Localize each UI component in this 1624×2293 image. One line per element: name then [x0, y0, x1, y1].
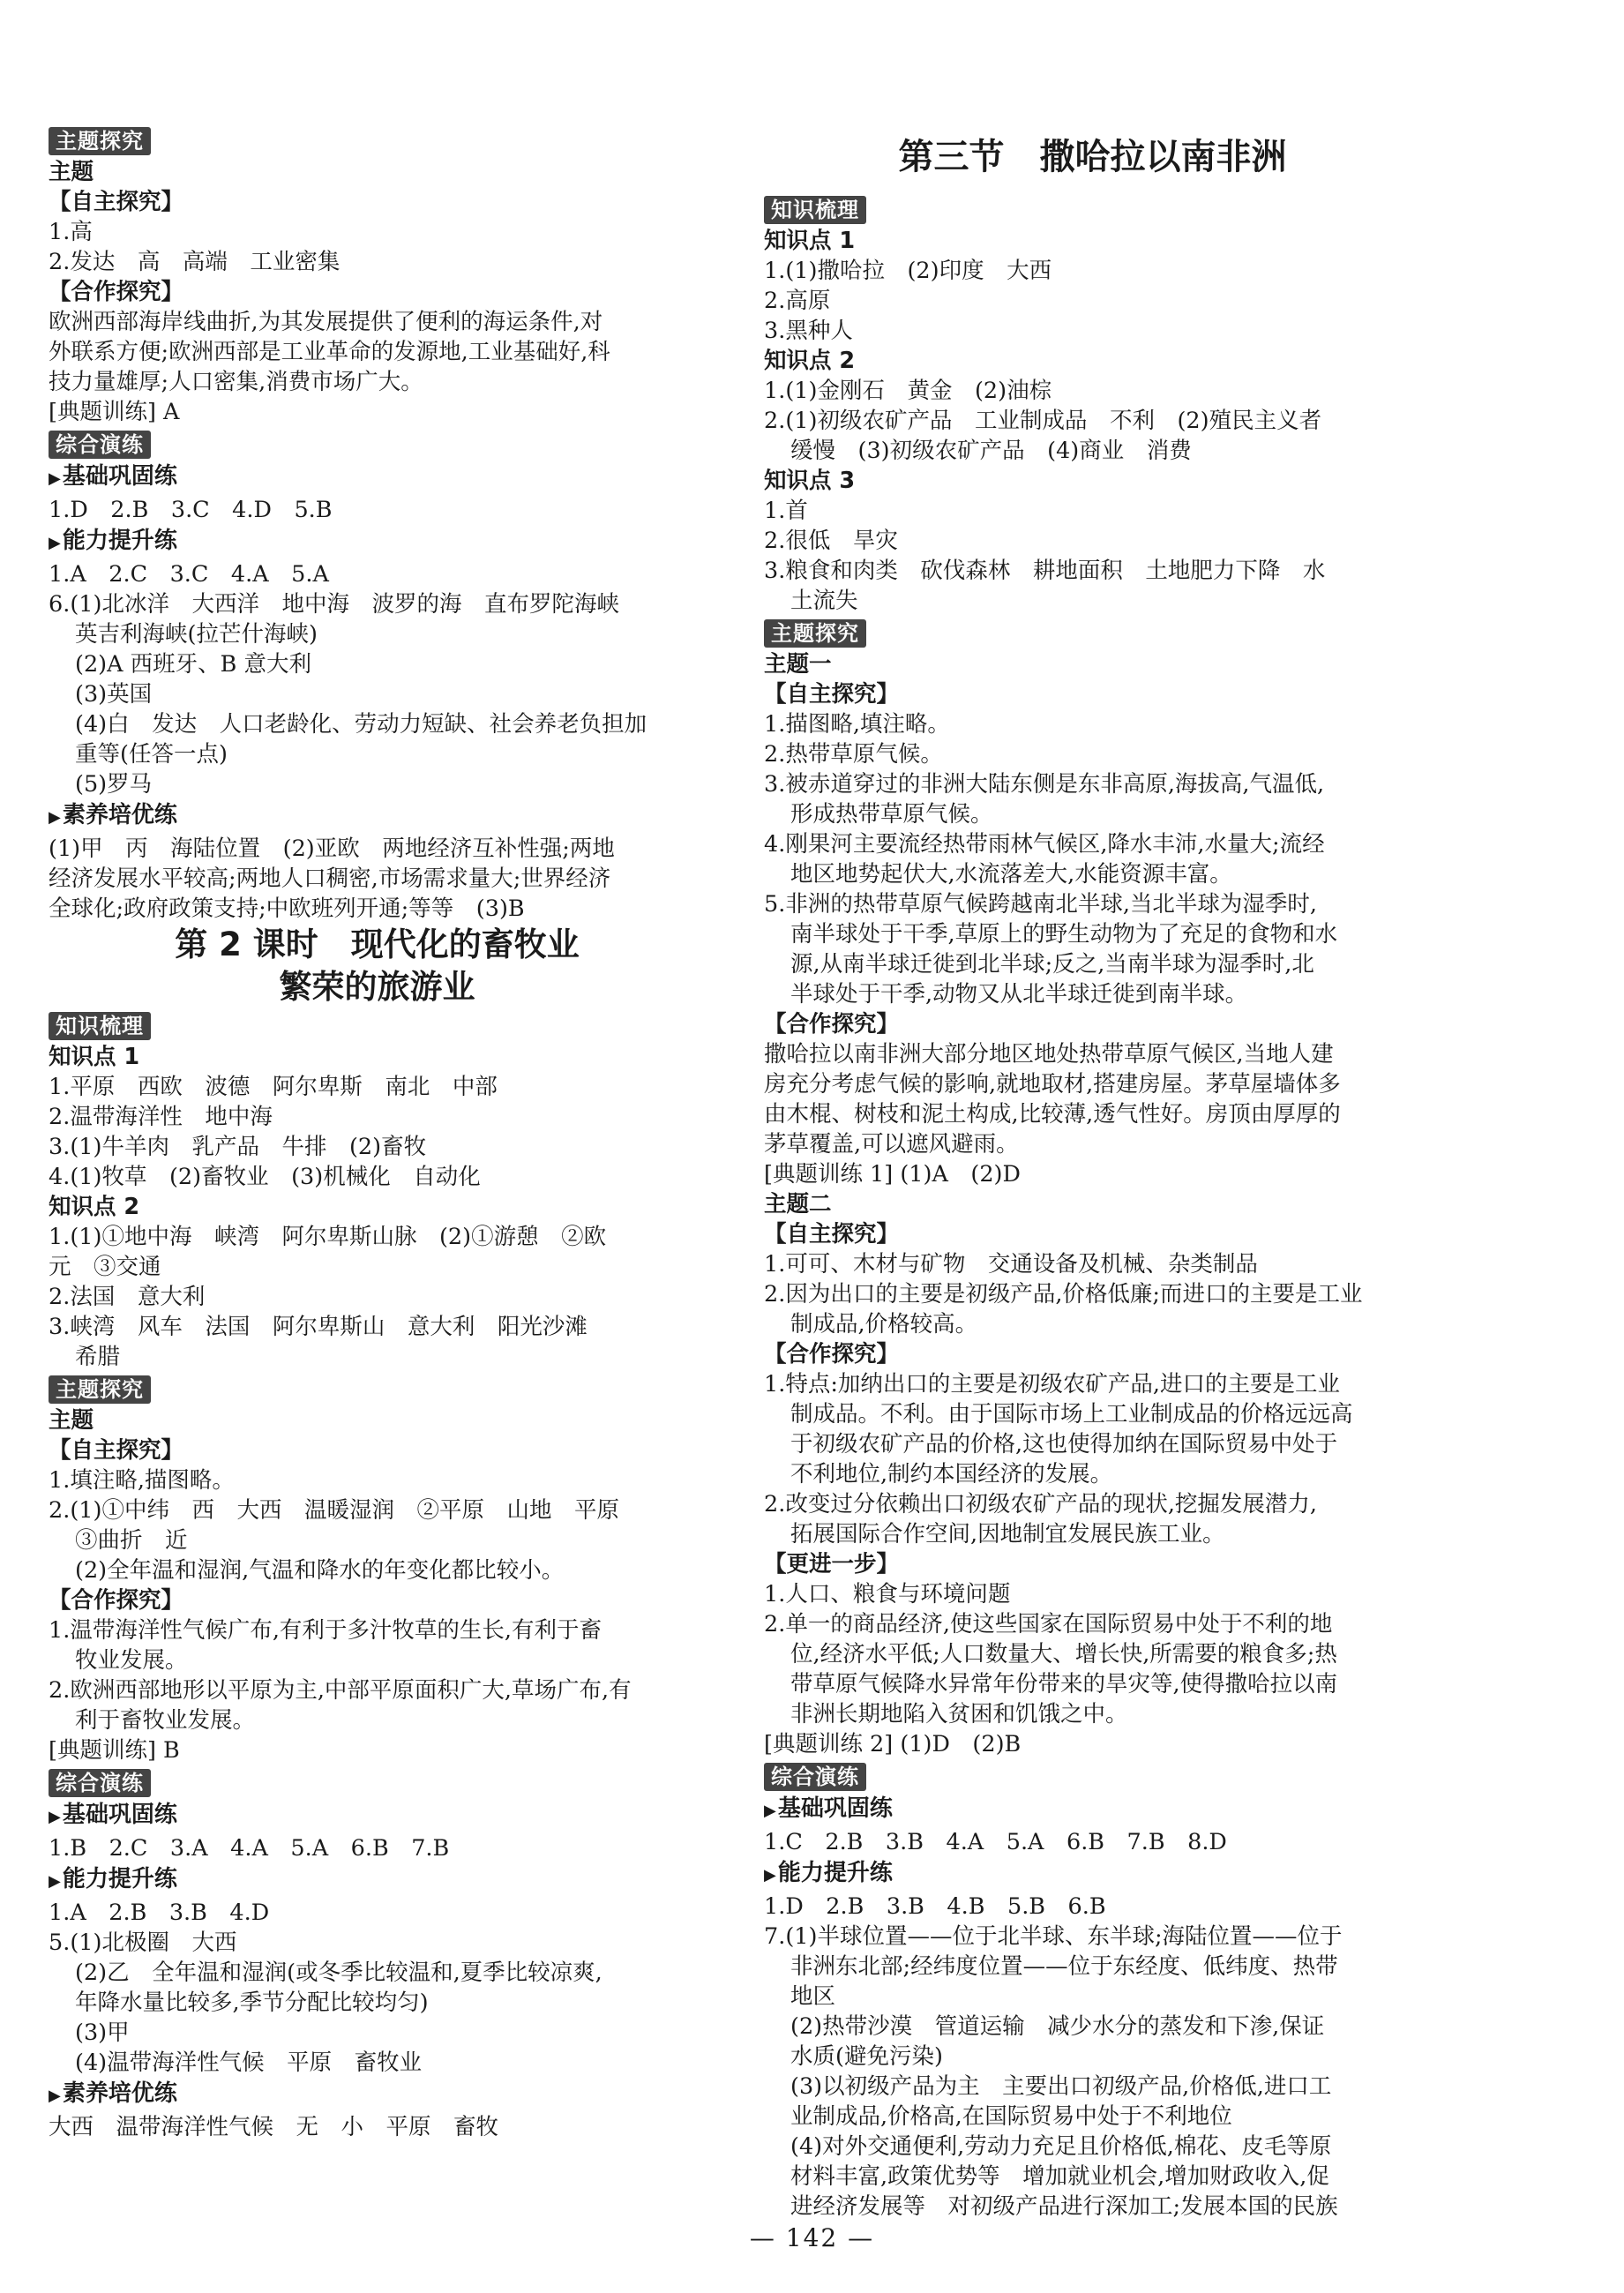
section-tag-label: 主题探究 [49, 127, 151, 155]
answer-line: 7.(1)半球位置——位于北半球、东半球;海陆位置——位于 [764, 1923, 1343, 1950]
answer-line: 地区地势起伏大,水流落差大,水能资源丰富。 [790, 861, 1232, 888]
exercise-heading [49, 2078, 706, 2112]
answer-line: 4.(1)牧草 (2)畜牧业 (3)机械化 自动化 [49, 1164, 481, 1190]
triangle-icon: ▶ [764, 1866, 776, 1885]
answer-line: 外联系方便;欧洲西部是工业革命的发源地,工业基础好,科 [49, 339, 610, 365]
answer-line: 半球处于干季,动物又从北半球迁徙到南半球。 [790, 981, 1248, 1008]
answer-line: 形成热带草原气候。 [790, 801, 993, 828]
answer-line: (5)罗马 [75, 771, 153, 798]
answer-line: 2.发达 高 高端 工业密集 [49, 249, 341, 275]
answer-line: 2.法国 意大利 [49, 1284, 206, 1310]
section-tag [49, 1008, 706, 1042]
answer-line: 2.改变过分依赖出口初级农矿产品的现状,挖掘发展潜力, [764, 1491, 1318, 1517]
section-tag-label: 知识梳理 [764, 196, 866, 224]
answer-line: [典题训练 1] (1)A (2)D [764, 1161, 1021, 1188]
answer-line: 1.(1)撒哈拉 (2)印度 大西 [764, 258, 1052, 284]
section-tag [764, 616, 1421, 649]
answer-line: 3.黑种人 [764, 318, 853, 344]
topic-label: 知识点 2 [764, 348, 856, 374]
subsection-heading: 【自主探究】 [49, 189, 184, 215]
subsection-heading: 【合作探究】 [764, 1341, 900, 1368]
answer-line: 英吉利海峡(拉芒什海峡) [75, 621, 318, 648]
answer-line: 地区 [790, 1983, 836, 2010]
answer-line: 进经济发展等 对初级产品进行深加工;发展本国的民族 [790, 2193, 1338, 2220]
answer-line: 土流失 [790, 588, 858, 614]
answer-line: (3)甲 [75, 2019, 130, 2046]
right-column [764, 141, 1421, 2222]
page-number: — 142 — [749, 2223, 875, 2252]
triangle-icon: ▶ [49, 1808, 61, 1826]
answer-line: 1.A 2.B 3.B 4.D [49, 1900, 270, 1926]
exercise-heading [49, 799, 706, 834]
triangle-icon: ▶ [49, 2087, 61, 2105]
answer-line: 2.热带草原气候。 [764, 741, 943, 768]
answer-line: 位,经济水平低;人口数量大、增长快,所需要的粮食多;热 [790, 1641, 1337, 1667]
topic-label: 主题二 [764, 1191, 832, 1218]
section-tag-label: 综合演练 [49, 431, 151, 459]
exercise-heading [49, 1799, 706, 1833]
answer-line: 重等(任答一点) [75, 741, 228, 768]
section-tag [49, 427, 706, 461]
triangle-icon: ▶ [49, 1872, 61, 1891]
triangle-icon: ▶ [49, 808, 61, 827]
triangle-icon: ▶ [49, 534, 61, 552]
answer-line: (2)全年温和湿润,气温和降水的年变化都比较小。 [75, 1557, 565, 1584]
answer-line: (4)对外交通便利,劳动力充足且价格低,棉花、皮毛等原 [790, 2133, 1332, 2160]
answer-line: 非洲东北部;经纬度位置——位于东经度、低纬度、热带 [790, 1953, 1338, 1980]
answer-line: [典题训练] A [49, 399, 180, 425]
subsection-heading: 【合作探究】 [764, 1011, 900, 1038]
answer-line: 1.平原 西欧 波德 阿尔卑斯 南北 中部 [49, 1074, 498, 1100]
section-tag-label: 知识梳理 [49, 1012, 151, 1040]
exercise-heading-label: 素养培优练 [62, 802, 177, 828]
answer-line: 2.因为出口的主要是初级产品,价格低廉;而进口的主要是工业 [764, 1281, 1363, 1308]
triangle-icon: ▶ [49, 469, 61, 488]
answer-line: (3)英国 [75, 681, 153, 708]
section-tag-label: 主题探究 [49, 1375, 151, 1404]
answer-line: [典题训练 2] (1)D (2)B [764, 1731, 1022, 1757]
answer-line: 1.D 2.B 3.C 4.D 5.B [49, 497, 333, 523]
answer-line: 5.非洲的热带草原气候跨越南北半球,当北半球为湿季时, [764, 891, 1318, 918]
answer-line: 不利地位,制约本国经济的发展。 [790, 1461, 1113, 1487]
answer-line: 3.峡湾 风车 法国 阿尔卑斯山 意大利 阳光沙滩 [49, 1314, 587, 1340]
topic-label: 知识点 1 [49, 1044, 140, 1070]
answer-line: 年降水量比较多,季节分配比较均匀) [75, 1990, 429, 2016]
exercise-heading-label: 能力提升练 [62, 528, 177, 554]
exercise-heading-label: 能力提升练 [777, 1860, 893, 1886]
answer-line: 1.(1)金刚石 黄金 (2)油棕 [764, 378, 1052, 404]
answer-line: 1.B 2.C 3.A 4.A 5.A 6.B 7.B [49, 1835, 450, 1862]
answer-line: 欧洲西部海岸线曲折,为其发展提供了便利的海运条件,对 [49, 309, 603, 335]
section-tag [49, 1372, 706, 1405]
answer-line: 利于畜牧业发展。 [75, 1707, 256, 1734]
answer-line: 1.首 [764, 498, 808, 524]
answer-line: 1.(1)①地中海 峡湾 阿尔卑斯山脉 (2)①游憩 ②欧 [49, 1224, 607, 1250]
answer-line: 希腊 [75, 1344, 121, 1370]
answer-line: 2.高原 [764, 288, 831, 314]
section-tag [49, 124, 706, 157]
answer-line: [典题训练] B [49, 1737, 180, 1764]
answer-line: 1.C 2.B 3.B 4.A 5.A 6.B 7.B 8.D [764, 1829, 1227, 1855]
answer-line: 全球化;政府政策支持;中欧班列开通;等等 (3)B [49, 895, 525, 922]
exercise-heading [764, 1857, 1421, 1892]
answer-line: 房充分考虑气候的影响,就地取材,搭建房屋。茅草屋墙体多 [764, 1071, 1341, 1098]
topic-label: 知识点 1 [764, 228, 856, 254]
answer-line: 1.D 2.B 3.B 4.B 5.B 6.B [764, 1893, 1106, 1920]
answer-line: 1.人口、粮食与环境问题 [764, 1581, 1011, 1607]
answer-line: 2.(1)①中纬 西 大西 温暖湿润 ②平原 山地 平原 [49, 1497, 619, 1524]
exercise-heading-label: 能力提升练 [62, 1866, 177, 1892]
answer-line: 2.很低 旱灾 [764, 528, 898, 554]
answer-line: 技力量雄厚;人口密集,消费市场广大。 [49, 369, 423, 395]
triangle-icon: ▶ [764, 1802, 776, 1820]
exercise-heading [764, 1793, 1421, 1827]
exercise-heading [49, 525, 706, 559]
answer-line: 6.(1)北冰洋 大西洋 地中海 波罗的海 直布罗陀海峡 [49, 591, 619, 618]
answer-line: 大西 温带海洋性气候 无 小 平原 畜牧 [49, 2114, 499, 2140]
answer-line: 1.特点:加纳出口的主要是初级农矿产品,进口的主要是工业 [764, 1371, 1341, 1398]
exercise-heading-label: 基础巩固练 [777, 1795, 893, 1822]
left-column [49, 124, 706, 2142]
answer-line: 2.温带海洋性 地中海 [49, 1104, 273, 1130]
subsection-heading: 【自主探究】 [49, 1437, 184, 1464]
exercise-heading [49, 461, 706, 495]
answer-line: 于初级农矿产品的价格,这也使得加纳在国际贸易中处于 [790, 1431, 1338, 1457]
section-tag [49, 1765, 706, 1799]
answer-line: 源,从南半球迁徙到北半球;反之,当南半球为湿季时,北 [790, 951, 1314, 978]
answer-line: ③曲折 近 [75, 1527, 188, 1554]
answer-line: 制成品。不利。由于国际市场上工业制成品的价格远远高 [790, 1401, 1353, 1428]
answer-line: 1.描图略,填注略。 [764, 711, 950, 738]
exercise-heading-label: 基础巩固练 [62, 463, 177, 490]
answer-line: (4)白 发达 人口老龄化、劳动力短缺、社会养老负担加 [75, 711, 647, 738]
section-title: 第三节 撒哈拉以南非洲 [898, 137, 1287, 177]
answer-line: 元 ③交通 [49, 1254, 161, 1280]
subsection-heading: 【自主探究】 [764, 1221, 900, 1248]
answer-line: 5.(1)北极圈 大西 [49, 1930, 237, 1956]
topic-label: 主题 [49, 159, 94, 185]
answer-line: 业制成品,价格高,在国际贸易中处于不利地位 [790, 2103, 1232, 2130]
answer-line: 带草原气候降水异常年份带来的旱灾等,使得撒哈拉以南 [790, 1671, 1338, 1697]
subsection-heading: 【自主探究】 [764, 681, 900, 708]
section-tag-label: 综合演练 [764, 1763, 866, 1791]
answer-line: 4.刚果河主要流经热带雨林气候区,降水丰沛,水量大;流经 [764, 831, 1325, 858]
exercise-heading-label: 基础巩固练 [62, 1802, 177, 1828]
answer-line: 非洲长期地陷入贫困和饥饿之中。 [790, 1701, 1128, 1727]
answer-line: (2)乙 全年温和湿润(或冬季比较温和,夏季比较凉爽, [75, 1960, 602, 1986]
answer-line: 1.高 [49, 219, 93, 245]
answer-line: 拓展国际合作空间,因地制宜发展民族工业。 [790, 1521, 1225, 1547]
topic-label: 主题一 [764, 651, 832, 678]
section-tag [764, 192, 1421, 226]
lesson-title: 第 2 课时 现代化的畜牧业 [175, 925, 580, 963]
answer-line: 2.(1)初级农矿产品 工业制成品 不利 (2)殖民主义者 [764, 408, 1322, 434]
answer-line: (2)热带沙漠 管道运输 减少水分的蒸发和下渗,保证 [790, 2013, 1325, 2040]
answer-line: (4)温带海洋性气候 平原 畜牧业 [75, 2049, 423, 2076]
answer-line: 材料丰富,政策优势等 增加就业机会,增加财政收入,促 [790, 2163, 1329, 2190]
section-tag-label: 主题探究 [764, 619, 866, 648]
topic-label: 主题 [49, 1407, 94, 1434]
answer-line: 3.被赤道穿过的非洲大陆东侧是东非高原,海拔高,气温低, [764, 771, 1325, 798]
subsection-heading: 【更进一步】 [764, 1551, 900, 1577]
section-tag-label: 综合演练 [49, 1769, 151, 1797]
answer-line: 2.单一的商品经济,使这些国家在国际贸易中处于不利的地 [764, 1611, 1333, 1637]
answer-line: 3.粮食和肉类 砍伐森林 耕地面积 土地肥力下降 水 [764, 558, 1326, 584]
answer-line: 1.A 2.C 3.C 4.A 5.A [49, 561, 329, 588]
section-tag [764, 1759, 1421, 1793]
answer-line: 牧业发展。 [75, 1647, 188, 1674]
answer-line: 茅草覆盖,可以遮风避雨。 [764, 1131, 1019, 1158]
subsection-heading: 【合作探究】 [49, 1587, 184, 1614]
lesson-title: 繁荣的旅游业 [279, 968, 475, 1006]
answer-line: 撒哈拉以南非洲大部分地区地处热带草原气候区,当地人建 [764, 1041, 1334, 1068]
exercise-heading [49, 1863, 706, 1898]
answer-line: (1)甲 丙 海陆位置 (2)亚欧 两地经济互补性强;两地 [49, 836, 615, 862]
answer-line: 1.填注略,描图略。 [49, 1467, 235, 1494]
topic-label: 知识点 3 [764, 468, 856, 494]
answer-line: 1.可可、木材与矿物 交通设备及机械、杂类制品 [764, 1251, 1258, 1278]
exercise-heading-label: 素养培优练 [62, 2080, 177, 2107]
answer-line: 由木棍、树枝和泥土构成,比较薄,透气性好。房顶由厚厚的 [764, 1101, 1341, 1128]
answer-line: (3)以初级产品为主 主要出口初级产品,价格低,进口工 [790, 2073, 1332, 2100]
answer-line: 1.温带海洋性气候广布,有利于多汁牧草的生长,有利于畜 [49, 1617, 602, 1644]
answer-line: (2)A 西班牙、B 意大利 [75, 651, 311, 678]
answer-line: 缓慢 (3)初级农矿产品 (4)商业 消费 [790, 438, 1192, 464]
answer-line: 3.(1)牛羊肉 乳产品 牛排 (2)畜牧 [49, 1134, 427, 1160]
topic-label: 知识点 2 [49, 1194, 140, 1220]
answer-line: 南半球处于干季,草原上的野生动物为了充足的食物和水 [790, 921, 1338, 948]
answer-line: 经济发展水平较高;两地人口稠密,市场需求量大;世界经济 [49, 865, 611, 892]
answer-line: 2.欧洲西部地形以平原为主,中部平原面积广大,草场广布,有 [49, 1677, 632, 1704]
answer-line: 水质(避免污染) [790, 2043, 943, 2070]
subsection-heading: 【合作探究】 [49, 279, 184, 305]
answer-line: 制成品,价格较高。 [790, 1311, 978, 1338]
